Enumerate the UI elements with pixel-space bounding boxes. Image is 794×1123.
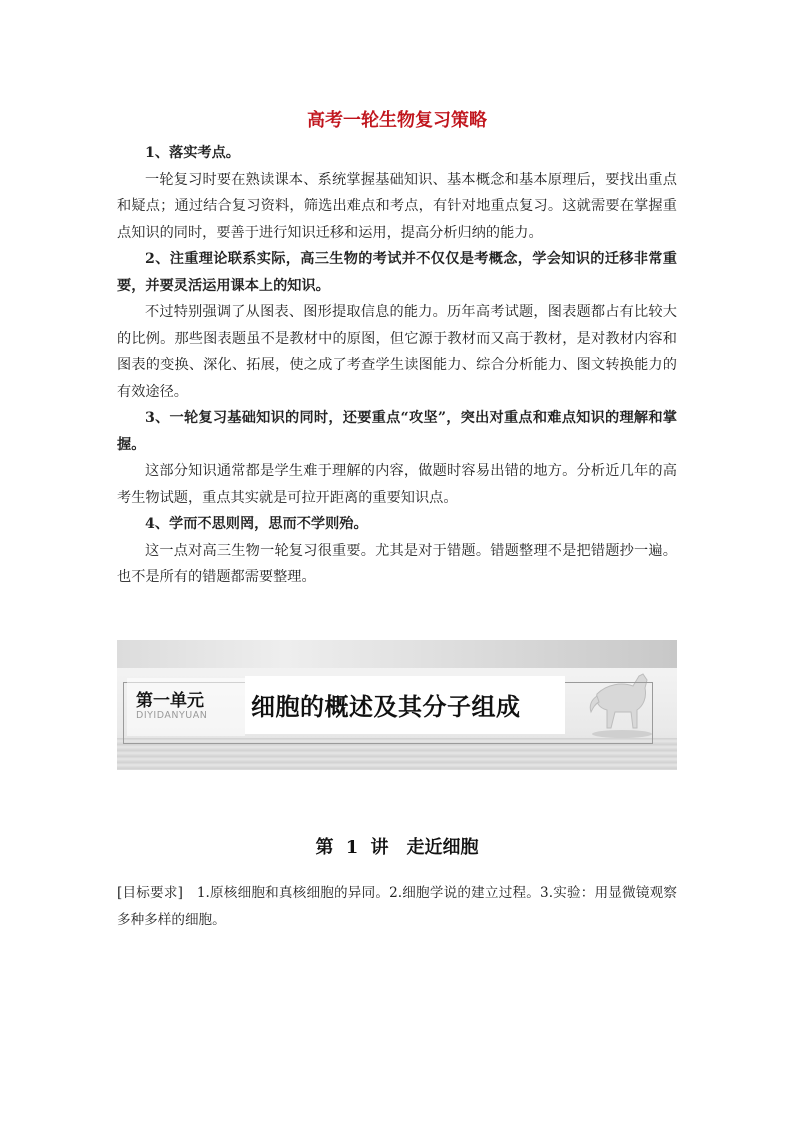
unit-pinyin: DIYIDANYUAN [136, 710, 208, 721]
strategy-content [117, 140, 677, 591]
unit-banner [117, 640, 677, 770]
document-title: 高考一轮生物复习策略 [307, 110, 487, 131]
section-2-body: 不过特别强调了从图表、图形提取信息的能力。历年高考试题，图表题都占有比较大的比例。那些图表题虽不是教材中的原图，但它源于教材而又高于教材，是对教材内容和图表的变换、深化、拓展，使之成了考查学生读图能力、综合分析能力、图文转换能力的有效途径。 [117, 304, 677, 400]
lecture-objectives [117, 880, 677, 934]
objectives-label: [目标要求] [117, 885, 183, 901]
unit-name: 第一单元 [136, 691, 204, 711]
unit-title: 细胞的概述及其分子组成 [251, 693, 521, 721]
section-2-heading: 2、注重理论联系实际，高三生物的考试并不仅仅是考概念，学会知识的迁移非常重要，并要灵活运用课本上的知识。 [117, 251, 677, 294]
section-1-body: 一轮复习时要在熟读课本、系统掌握基础知识、基本概念和基本原理后，要找出重点和疑点；通过结合复习资料，筛选出难点和考点，有针对地重点复习。这就需要在掌握重点知识的同时，要善于进行知识迁移和运用，提高分析归纳的能力。 [117, 171, 677, 241]
section-1-heading: 1、落实考点。 [145, 145, 240, 161]
section-3-body: 这部分知识通常都是学生难于理解的内容，做题时容易出错的地方。分析近几年的高考生物试题，重点其实就是可拉开距离的重要知识点。 [117, 463, 677, 506]
section-4-heading: 4、学而不思则罔，思而不学则殆。 [145, 516, 368, 532]
section-4-body: 这一点对高三生物一轮复习很重要。尤其是对于错题。错题整理不是把错题抄一遍。也不是所有的错题都需要整理。 [117, 542, 677, 585]
section-3-heading: 3、一轮复习基础知识的同时，还要重点“攻坚”，突出对重点和难点知识的理解和掌握。 [117, 410, 677, 453]
objectives-text: 1.原核细胞和真核细胞的异同。2.细胞学说的建立过程。3.实验：用显微镜观察多种多样的细胞。 [117, 885, 678, 928]
lecture-title: 第 1 讲 走近细胞 [315, 837, 479, 858]
